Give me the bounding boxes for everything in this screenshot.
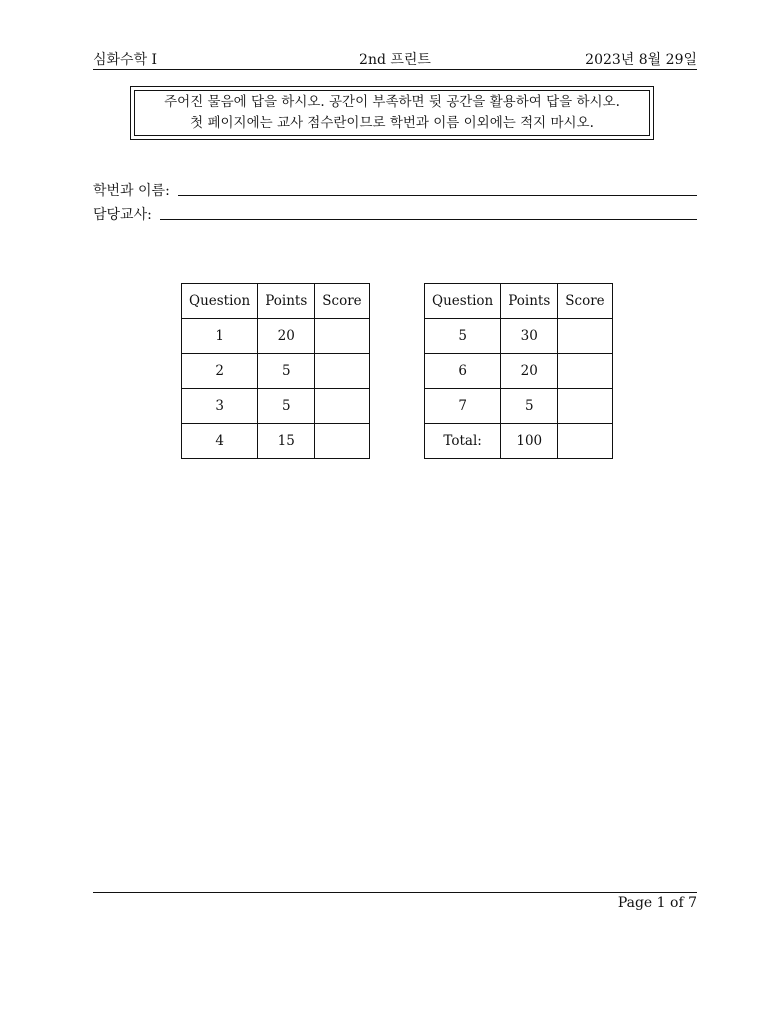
score-cell[interactable]	[315, 424, 369, 459]
question-cell: 4	[182, 424, 258, 459]
score-cell[interactable]	[558, 354, 612, 389]
student-name-row	[93, 180, 697, 200]
print-title: 2nd 프린트	[359, 52, 431, 68]
score-cell[interactable]	[315, 389, 369, 424]
total-row	[425, 424, 613, 459]
question-cell: 5	[425, 319, 501, 354]
instructions-line-2: 첫 페이지에는 교사 점수란이므로 학번과 이름 이외에는 적지 마시오.	[190, 115, 594, 131]
points-cell: 5	[258, 354, 315, 389]
student-name-label: 학번과 이름:	[93, 183, 170, 199]
points-cell: 30	[501, 319, 558, 354]
page-number: Page 1 of 7	[617, 895, 697, 911]
page-header	[93, 47, 697, 70]
score-cell[interactable]	[315, 319, 369, 354]
header-score: Score	[558, 284, 612, 319]
score-cell[interactable]	[558, 389, 612, 424]
question-cell: 3	[182, 389, 258, 424]
table-row	[182, 354, 370, 389]
instructions-box	[130, 86, 654, 140]
total-label-cell: Total:	[425, 424, 501, 459]
score-cell[interactable]	[558, 319, 612, 354]
table-row	[182, 424, 370, 459]
points-cell: 5	[258, 389, 315, 424]
table-row	[182, 319, 370, 354]
grade-table-header-row	[425, 284, 613, 319]
instructions-inner-box	[134, 90, 650, 136]
student-name-line[interactable]	[178, 195, 697, 196]
total-points-cell: 100	[501, 424, 558, 459]
instructions-line-1: 주어진 물음에 답을 하시오. 공간이 부족하면 뒷 공간을 활용하여 답을 하시오.	[164, 94, 620, 110]
table-row	[182, 389, 370, 424]
table-row	[425, 354, 613, 389]
table-row	[425, 389, 613, 424]
course-title: 심화수학 I	[93, 52, 158, 68]
question-cell: 6	[425, 354, 501, 389]
header-points: Points	[258, 284, 315, 319]
header-score: Score	[315, 284, 369, 319]
teacher-label: 담당교사:	[93, 207, 152, 223]
points-cell: 20	[258, 319, 315, 354]
points-cell: 20	[501, 354, 558, 389]
grade-table-left	[181, 283, 370, 459]
header-points: Points	[501, 284, 558, 319]
teacher-row	[93, 204, 697, 224]
total-score-cell[interactable]	[558, 424, 612, 459]
score-cell[interactable]	[315, 354, 369, 389]
points-cell: 5	[501, 389, 558, 424]
question-cell: 1	[182, 319, 258, 354]
grade-table-header-row	[182, 284, 370, 319]
question-cell: 2	[182, 354, 258, 389]
question-cell: 7	[425, 389, 501, 424]
header-question: Question	[425, 284, 501, 319]
page-footer	[93, 892, 697, 911]
points-cell: 15	[258, 424, 315, 459]
header-question: Question	[182, 284, 258, 319]
exam-date: 2023년 8월 29일	[585, 52, 697, 68]
grade-table-right	[424, 283, 613, 459]
teacher-line[interactable]	[160, 219, 697, 220]
table-row	[425, 319, 613, 354]
